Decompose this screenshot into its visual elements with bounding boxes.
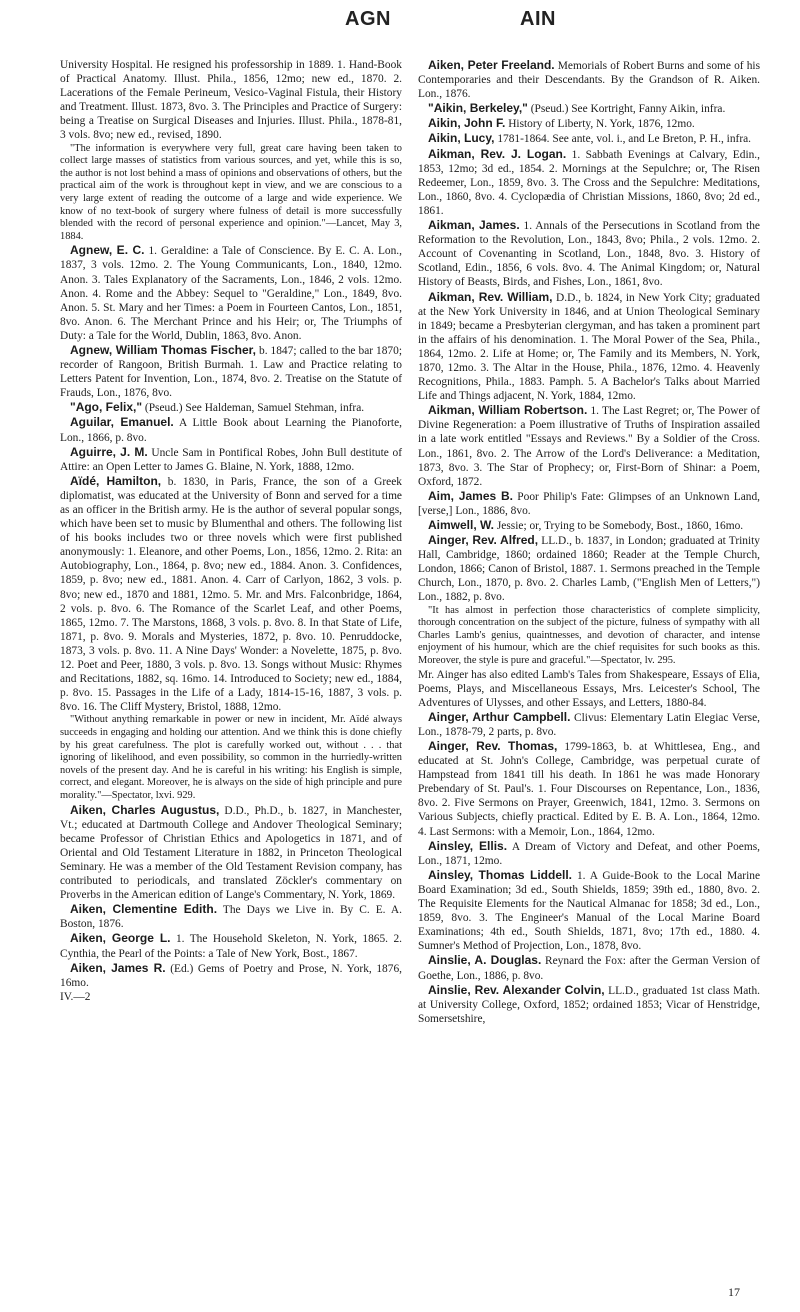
entry-name: Aiken, George L. <box>70 931 171 946</box>
entry-name: Aikman, Rev. William, <box>428 289 553 304</box>
entry-text: Clivus: Elementary Latin Elegiac Verse, Lon., 1878-79, 2 parts, p. 8vo. <box>418 711 761 738</box>
entry-text: A Little Book about Learning the Pianoforte, Lon., 1866, p. 8vo. <box>60 417 402 444</box>
bio-entry <box>418 518 760 533</box>
bio-entry <box>418 403 760 489</box>
review-quote: "Without anything remarkable in power or new in incident, Mr. Aïdé always succeeds in engaging and holding our attention. And we think this is done chiefly by his great carefulness. The plot is carefully worked out, without . . . that ignoring of likelihood, and even possibility, so common in the hurriedly-written novels of the present day. And he is careful in his writing: his English is simple, correct, and elegant. Moreover, he is always on the side of high principle and pure morality."—Spectator, lxvi. 929. <box>60 714 402 801</box>
entry-text: Uncle Sam in Pontifical Robes, John Bull destitute of Attire: an Open Letter to James G. Blaine, N. York, 1888, 12mo. <box>60 446 402 473</box>
bio-entry <box>418 533 760 604</box>
bio-entry <box>418 739 760 839</box>
entry-name: Aikin, Lucy, <box>428 131 495 146</box>
entry-name: Aïdé, Hamilton, <box>70 473 162 488</box>
bio-entry <box>60 243 402 343</box>
left-column <box>60 58 402 1004</box>
entry-name: Ainsley, Ellis. <box>428 838 508 853</box>
entry-text: 1. The Household Skeleton, N. York, 1865. 2. Cynthia, the Pearl of the Points: a Tale of New York, Bost., 1867. <box>60 933 402 960</box>
entry-text: Mr. Ainger has also edited Lamb's Tales from Shakespeare, Essays of Elia, Poems, Plays, and Miscellaneous Essays, Mrs. Leicester's School, The Adventures of Ulysses, and other Essays, and Letters, 1880-84. <box>418 668 760 709</box>
running-head-left: AGN <box>345 8 391 30</box>
entry-text: b. 1847; called to the bar 1870; recorder of Rangoon, British Burmah. 1. Law and Practice relating to Letters Patent for Invention, Lon., 1874, 8vo. 2. Treatise on the Statute of Frauds, Lon., 1876, 8vo. <box>60 344 402 400</box>
entry-text: (Pseud.) See Kortright, Fanny Aikin, infra. <box>527 103 726 116</box>
page-number: 17 <box>728 1285 740 1299</box>
right-column <box>418 58 760 1026</box>
entry-text: b. 1830, in Paris, France, the son of a Greek diplomatist, was educated at the University of Bonn and served for a time as an officer in the British army. He is the author of several popular songs, which have been set to music by Blumenthal and others. The following list of his books includes two or three novels which were first published anonymously: 1. Eleanore, and other Poems, Lon., 1856, 12mo. 2. Rita: an Autobiography, Lon., 1864, p. 8vo; new ed., 1884. Anon. 3. Confidences, 1859, p. 8vo; new ed., 1881. Anon. 4. Carr of Carlyon, 1862, 3 vols. p. 8vo; new ed., 1870 and 1881, 12mo. 5. Mr. and Mrs. Falconbridge, 1864, 2 vols. p. 8vo. 6. The Romance of the Scarlet Leaf, and other Poems, 1865, 12mo. 7. The Marstons, 1868, 3 vols. p. 8vo. 8. In that State of Life, 1871, p. 8vo. 9. Morals and Mysteries, 1872, p. 8vo. 10. Penruddocke, 1873, 3 vols. p. 8vo. 11. A Nine Days' Wonder: a Novelette, 1875, p. 8vo. 12. Poet and Peer, 1880, 3 vols. p. 8vo. 13. Songs without Music: Rhymes and Recitations, 1882, sq. 16mo. 14. Introduced to Society; new ed., 1884, p. 8vo. 15. Passages in the Life of a Lady, 1814-15-16, 1887, 3 vols. p. 8vo. 16. The Cliff Mystery, Bristol, 1888, 12mo. <box>60 475 402 714</box>
bio-entry <box>60 445 402 474</box>
entry-name: Aiken, James R. <box>70 960 166 975</box>
entry-name: Ainger, Rev. Thomas, <box>428 739 558 753</box>
entry-text: 1. The Last Regret; or, The Power of Divine Regeneration: a Poem illustrative of Truths of Inspiration assailed in a late work entitled "Essays and Reviews." By a Soldier of the Cross. Lon., 1861, 8vo. 2. The Arrow of the Lord's Deliverance: a Meditation, 1873, 8vo. 3. The Star of Prophecy; or, First-Born of Shinar: a Poem, Oxford, 1872. <box>418 405 760 488</box>
bio-entry <box>60 400 402 415</box>
entry-name: Ainslie, Rev. Alexander Colvin, <box>428 982 605 997</box>
bio-entry <box>418 58 760 101</box>
entry-name: Aiken, Peter Freeland. <box>428 58 555 72</box>
entry-text: Reynard the Fox: after the German Version of Goethe, Lon., 1886, p. 8vo. <box>418 955 760 982</box>
bio-entry <box>418 290 760 404</box>
entry-text: LL.D., graduated 1st class Math. at University College, Oxford, 1852; ordained 1853; Vicar of Henstridge, Somersetshire, <box>418 984 760 1025</box>
entry-name: Ainger, Arthur Campbell. <box>428 709 571 724</box>
entry-text: Jessie; or, Trying to be Somebody, Bost., 1860, 16mo. <box>494 520 744 532</box>
entry-name: Aikman, William Robertson. <box>428 403 588 418</box>
bio-entry <box>418 218 760 289</box>
entry-name: "Ago, Felix," <box>70 400 143 415</box>
entry-name: Ainslie, A. Douglas. <box>428 953 542 968</box>
entry-name: Aim, James B. <box>428 488 513 503</box>
review-quote: "The information is everywhere very full, great care having been taken to collect large masses of statistics from various sources, and yet, while this is so, the author is not lost behind a mass of opinions and observations of others, but the practical aim of the work is throughout kept in view, and we are conscious to a very large extent of reading the outcome of a large and wide experience. We know of no text-book of surgery where fulness of detail is more successfully blended with the record of personal experience and opinion."—Lancet, May 3, 1884. <box>60 142 402 242</box>
entry-text: Poor Philip's Fate: Glimpses of an Unknown Land, [verse,] Lon., 1886, 8vo. <box>418 490 760 517</box>
bio-entry <box>60 415 402 444</box>
entry-continuation <box>418 668 760 710</box>
entry-text: 1. Sabbath Evenings at Calvary, Edin., 1853, 12mo; 3d ed., 1854. 2. Mornings at the Sepulchre; or, The Risen Redeemer, Lon., 1859, 8vo. 3. The Cross and the Sepulchre: Meditations, Lon., 1860, 8vo. 4. Cyclopædia of Christian Missions, 1860, 8vo; 2d ed., 1861. <box>418 148 760 217</box>
entry-name: Aguirre, J. M. <box>70 444 148 459</box>
entry-text: D.D., Ph.D., b. 1827, in Manchester, Vt.; educated at Dartmouth College and Andover Theological Seminary; became Professor of Christian Ethics and Apologetics in 1871, and of Oriental and Old Testament Literature in 1882, in Princeton Theological Seminary. He was a member of the Old Testament Revision company, has contributed to periodicals, and translated Zöckler's commentary on Proverbs in the American edition of Lange's Commentary, N. York, 1869. <box>60 804 403 902</box>
bio-entry <box>418 839 760 868</box>
entry-text: The Days we Live in. By C. E. A. Boston, 1876. <box>60 904 402 931</box>
bio-entry <box>60 902 402 931</box>
bio-entry <box>418 953 760 982</box>
entry-name: "Aikin, Berkeley," <box>428 101 528 116</box>
entry-name: Aguilar, Emanuel. <box>70 415 174 430</box>
entry-name: Aikin, John F. <box>428 116 506 131</box>
bio-entry <box>60 931 402 960</box>
entry-text: (Ed.) Gems of Poetry and Prose, N. York, 1876, 16mo. <box>60 962 402 989</box>
bio-entry <box>60 961 402 990</box>
entry-name: Aiken, Clementine Edith. <box>70 902 218 917</box>
bio-entry <box>60 803 402 903</box>
bio-entry <box>418 489 760 518</box>
entry-text: D.D., b. 1824, in New York City; graduated at the New York University in 1846, and at Union Theological Seminary in 1849; became a Presbyterian clergyman, and has taken a prominent part in the affairs of his denomination. 1. The Moral Power of the Sea, Phila., 1864, 12mo. 2. Life at Home; or, The Family and its Members, N. York, 1870, 12mo. 3. The Altar in the House, Phila., 1876, 12mo. 4. Heavenly Recognitions, Phila., 1883. Pamph. 5. A Bachelor's Talks about Married Life and Things adjacent, N. York, 1884, 12mo. <box>418 291 760 403</box>
running-head-right: AIN <box>520 8 556 30</box>
entry-text: 1. A Guide-Book to the Local Marine Board Examination; 3d ed., South Shields, 1859; 39th ed., 1880, 8vo. 2. The Requisite Elements for the Nautical Almanac for 1858; 3d ed., Lon., 1859, 8vo. 3. The Engineer's Manual of the Local Marine Board Examinations; 4th ed., South Shields, 1871, 8vo; 17th ed., 1880. 4. Sumner's Method of Projection, Lon., 1878, 8vo. <box>418 869 760 953</box>
entry-name: Agnew, William Thomas Fischer, <box>70 342 256 357</box>
bio-entry <box>418 983 760 1026</box>
bio-entry <box>418 147 760 218</box>
entry-name: Ainsley, Thomas Liddell. <box>428 867 572 882</box>
bio-entry <box>60 474 402 715</box>
entry-text: A Dream of Victory and Defeat, and other Poems, Lon., 1871, 12mo. <box>418 840 760 867</box>
entry-name: Aikman, Rev. J. Logan. <box>428 146 567 161</box>
signature-mark: IV.—2 <box>60 990 91 1003</box>
entry-text: History of Liberty, N. York, 1876, 12mo. <box>505 118 695 131</box>
entry-text: (Pseud.) See Haldeman, Samuel Stehman, infra. <box>142 402 365 415</box>
entry-name: Aiken, Charles Augustus, <box>70 802 220 817</box>
entry-text: LL.D., b. 1837, in London; graduated at Trinity Hall, Cambridge, 1860; ordained 1860; Reader at the Temple Church, London, 1866; Canon of Bristol, 1887. 1. Sermons preached in the Temple Church, Lon., 1870, p. 8vo. 2. Charles Lamb, ("English Men of Letters,") Lon., 1882, p. 8vo. <box>418 535 760 604</box>
entry-text: 1. Geraldine: a Tale of Conscience. By E. C. A. Lon., 1837, 3 vols. 12mo. 2. The Young Communicants, Lon., 1840, 12mo. Anon. 3. Tales Explanatory of the Sacraments, Lon., 1846, 2 vols. 12mo. Anon. 4. Rome and the Abbey: Sequel to "Geraldine," Lon., 1849, 8vo. Anon. 5. St. Mary and her Times: a Poem in Fourteen Cantos, Lon., 1851, 8vo. Anon. 6. The Merchant Prince and his Heir; or, The Triumphs of Duty: a Tale for the World, Dublin, 1863, 8vo. Anon. <box>60 245 402 342</box>
bio-entry <box>418 116 760 131</box>
entry-text: 1. Annals of the Persecutions in Scotland from the Reformation to the Revolution, Lon., 1843, 8vo; Phila., 2 vols. 12mo. 2. Account of Covenanting in Scotland, Lon., 1848, 8vo. 3. History of Scotland, Edin., 1856, 6 vols. 8vo. 4. The Animal Kingdom; or, Natural History of Beasts, Birds, and Fishes, Lon., 1861, 8vo. <box>418 220 760 289</box>
entry-name: Aimwell, W. <box>428 518 495 532</box>
entry-continuation <box>60 58 402 143</box>
entry-text: 1799-1863, b. at Whittlesea, Eng., and educated at St. John's College, Cambridge, was perpetual curate of Hampstead from 1841 till his death. In 1861 he was made Honorary Prebendary of St. Paul's. 1. Four Discourses on Repentance, Lon., 1836, 8vo. 2. Five Sermons on Prayer, Greenwich, 1841, 12mo. 3. Sermons on Various Subjects, chiefly practical. Edited by E. B. A. Lon., 1864, 12mo. 4. Last Sermons: with a Memoir, Lon., 1864, 12mo. <box>418 741 760 838</box>
entry-text: University Hospital. He resigned his professorship in 1889. 1. Hand-Book of Practical Anatomy. Illust. Phila., 1856, 12mo; new ed., 1870. 2. Lacerations of the Female Perineum, Vesico-Vaginal Fistula, their History and Treatment. Illust. 1873, 8vo. 3. The Principles and Practice of Surgery: being a Treatise on Surgical Diseases and Injuries. Illust. Phila., 1878-81, 3 vols. 8vo; new ed., revised, 1890. <box>60 59 402 142</box>
bio-entry <box>418 131 760 146</box>
review-quote: "It has almost in perfection those characteristics of complete simplicity, thorough concentration on the subject of the picture, fulness of sympathy with all Charles Lamb's genius, quaintnesses, and devotion of character, and intense enjoyment of his humour, which are the chief requisites for such books as this. Moreover, the style is pure and graceful."—Spectator, lv. 295. <box>418 604 760 666</box>
bio-entry <box>418 101 760 116</box>
bio-entry <box>60 343 402 400</box>
entry-name: Aikman, James. <box>428 218 520 233</box>
bio-entry <box>418 868 760 954</box>
entry-name: Ainger, Rev. Alfred, <box>428 533 539 548</box>
entry-name: Agnew, E. C. <box>70 243 145 258</box>
entry-text: 1781-1864. See ante, vol. i., and Le Breton, P. H., infra. <box>494 133 752 146</box>
bio-entry <box>418 710 760 739</box>
entry-text: Memorials of Robert Burns and some of his Contemporaries and their Descendants. By the Grandson of R. Aiken. Lon., 1876. <box>418 60 761 101</box>
